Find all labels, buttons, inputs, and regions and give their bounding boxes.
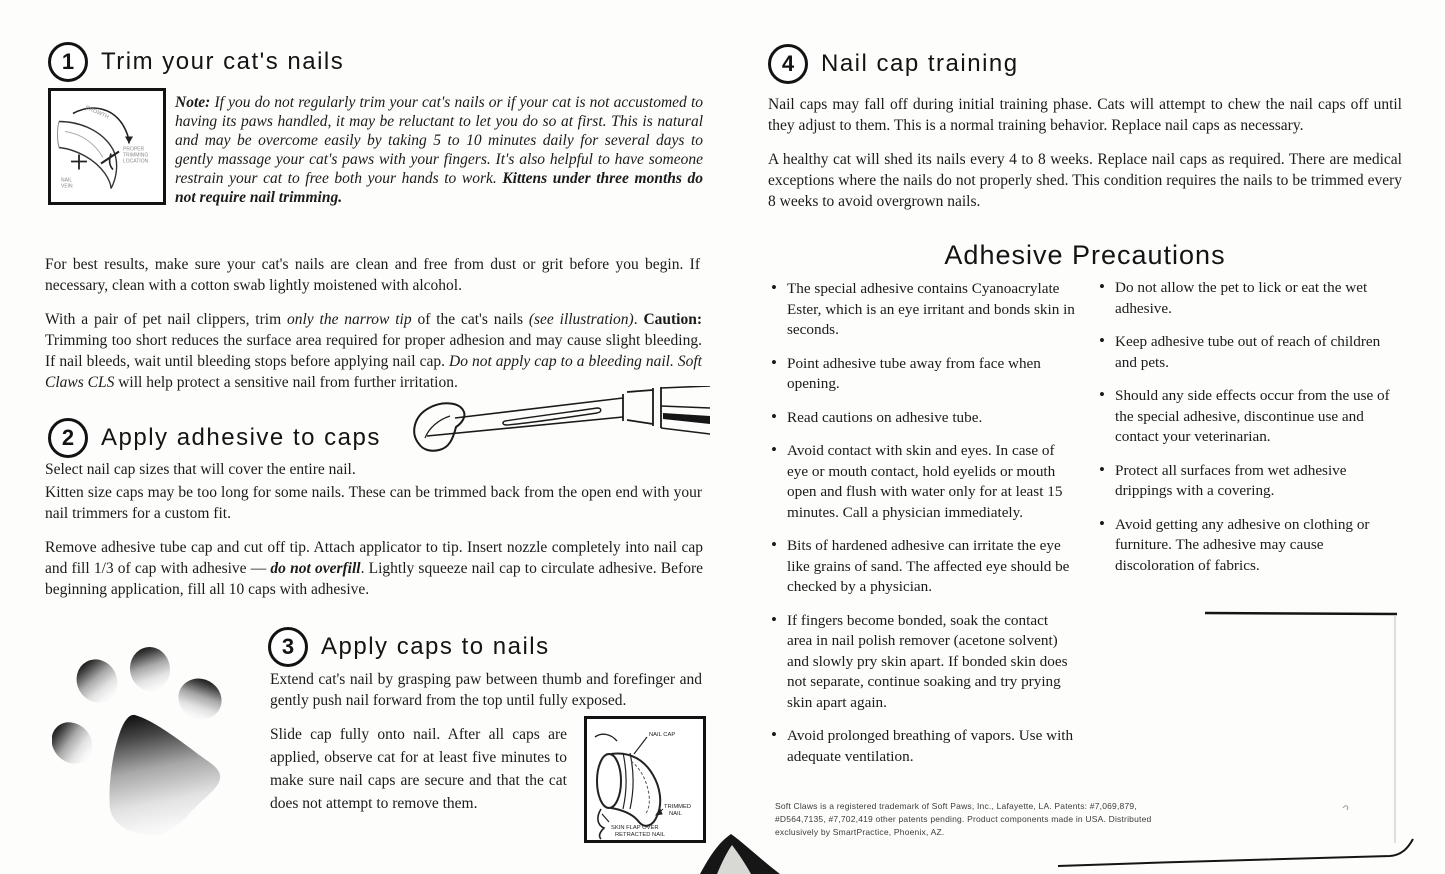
precaution-item: • Do not allow the pet to lick or eat the wet adhesive. [1098, 278, 1404, 319]
section2-title: Apply adhesive to caps [101, 424, 381, 451]
section3-paragraph-1: Extend cat's nail by grasping paw between thumb and forefinger and gently push nail forward from the top until fully exposed. [270, 671, 702, 709]
precaution-item: • Keep adhesive tube out of reach of children and pets. [1098, 332, 1404, 373]
claw-diagram-drawing [51, 91, 161, 200]
section1-title: Trim your cat's nails [101, 48, 345, 75]
precaution-item: • Read cautions on adhesive tube. [770, 408, 1077, 429]
label-trimmed-nail: NAIL [669, 811, 682, 817]
label-skin-flap-2: RETRACTED NAIL [615, 832, 665, 838]
section1-header [48, 42, 344, 82]
nail-cap-diagram-drawing [587, 719, 703, 840]
label-trimming: TRIMMING [123, 152, 149, 159]
section3-title: Apply caps to nails [321, 633, 550, 660]
paw-print-illustration [52, 636, 237, 874]
label-growth: GROWTH [84, 104, 110, 121]
section1-paragraph-2: With a pair of pet nail clippers, trim only the narrow tip of the cat's nails (see illustration). Caution: Trimming too short reduces the surface area required for proper adhesion and may cause slight bleeding. If nail bleeds, wait until bleeding stops before applying nail cap. Do not apply cap to a bleeding nail. Soft Claws CLS will help protect a sensitive nail from further irritation. [45, 311, 703, 391]
fine-print-line-2: #D564,7135, #7,702,419 other patents pending. Product components made in USA. Distributed [775, 814, 1152, 824]
label-trimmed: TRIMMED [664, 804, 692, 810]
adhesive-applicator-illustration [405, 386, 710, 468]
section4-paragraph-1: Nail caps may fall off during initial training phase. Cats will attempt to chew the nail caps off until they adjust to them. This is a normal training behavior. Replace nail caps as necessary. [768, 96, 1402, 134]
section1-number-badge: 1 [48, 42, 88, 82]
section3-header [268, 627, 550, 667]
precautions-title: Adhesive Precautions [944, 240, 1226, 270]
section2-paragraph-2: Kitten size caps may be too long for some nails. These can be trimmed back from the open end with your nail trimmers for a custom fit. [45, 484, 702, 522]
precaution-item: • Avoid getting any adhesive on clothing or furniture. The adhesive may cause discoloration of fabrics. [1098, 515, 1404, 577]
precautions-right-column [1098, 278, 1404, 589]
precaution-item: • If fingers become bonded, soak the contact area in nail polish remover (acetone solvent) and slowly pry skin apart. If bonded skin does not separate, continue soaking and try prying skin apart again. [770, 611, 1077, 714]
precaution-item: • Protect all surfaces from wet adhesive drippings with a covering. [1098, 461, 1404, 502]
section1-paragraph-1: For best results, make sure your cat's nails are clean and free from dust or grit before you begin. If necessary, clean with a cotton swab lightly moistened with alcohol. [45, 256, 700, 294]
claw-trimming-illustration [48, 88, 166, 205]
precaution-item: • Should any side effects occur from the use of the special adhesive, discontinue use and contact your veterinarian. [1098, 386, 1404, 448]
nail-cap-diagram [584, 716, 706, 843]
section2-header [48, 418, 381, 458]
section1-note: Note: If you do not regularly trim your cat's nails or if your cat is not accustomed to having its paws handled, it may be reluctant to let you do so at first. This is natural and may be overcome easily by taking 5 to 10 minutes daily for several days to gently massage your cat's paws with your fingers. It's also helpful to have someone restrain your cat to free both your hands to work. Kittens under three months do not require nail trimming. [175, 94, 704, 206]
section4-title: Nail cap training [821, 50, 1019, 77]
cat-ear-illustration [692, 830, 787, 874]
fine-print-line-1: Soft Claws is a registered trademark of Soft Paws, Inc., Lafayette, LA. Patents: #7,069,879, [775, 801, 1137, 811]
section3-number-badge: 3 [268, 627, 308, 667]
section4-number-badge: 4 [768, 44, 808, 84]
precaution-item: • Bits of hardened adhesive can irritate the eye like grains of sand. The affected eye should be checked by a physician. [770, 536, 1077, 598]
precautions-right-list [1098, 278, 1404, 576]
label-skin-flap-1: SKIN FLAP OVER [611, 825, 659, 831]
section4-header [768, 44, 1019, 84]
section2-number-badge: 2 [48, 418, 88, 458]
fine-print-line-3: exclusively by SmartPractice, Phoenix, AZ. [775, 827, 945, 837]
precaution-item: • Point adhesive tube away from face when opening. [770, 354, 1077, 395]
precautions-left-list [770, 279, 1077, 767]
inset-card-outline [1050, 600, 1425, 874]
precaution-item: • The special adhesive contains Cyanoacrylate Ester, which is an eye irritant and bonds skin in seconds. [770, 279, 1077, 341]
label-nail-cap: NAIL CAP [649, 732, 676, 738]
precaution-item: • Avoid prolonged breathing of vapors. Use with adequate ventilation. [770, 726, 1077, 767]
pen-mark [1343, 806, 1348, 810]
precaution-item: • Avoid contact with skin and eyes. In case of eye or mouth contact, hold eyelids or mouth open and flush with water only for at least 15 minutes. Call a physician immediately. [770, 441, 1077, 523]
label-location: LOCATION [123, 158, 149, 165]
section3-paragraph-2: Slide cap fully onto nail. After all caps are applied, observe cat for at least five minutes to make sure nail caps are secure and that the cat does not attempt to remove them. [270, 726, 567, 812]
precautions-left-column [770, 279, 1077, 780]
section4-paragraph-2: A healthy cat will shed its nails every 4 to 8 weeks. Replace nail caps as required. There are medical exceptions where the nails do not properly shed. This condition requires the nails to be trimmed every 8 weeks to avoid overgrown nails. [768, 151, 1402, 210]
label-nail: NAIL [61, 177, 73, 184]
section2-paragraph-1: Select nail cap sizes that will cover the entire nail. [45, 461, 356, 478]
label-proper: PROPER [123, 146, 145, 153]
label-vein: VEIN [61, 183, 73, 190]
section2-paragraph-3: Remove adhesive tube cap and cut off tip. Attach applicator to tip. Insert nozzle completely into nail cap and fill 1/3 of cap with adhesive — do not overfill. Lightly squeeze nail cap to circulate adhesive. Before beginning application, fill all 10 caps with adhesive. [45, 539, 703, 598]
